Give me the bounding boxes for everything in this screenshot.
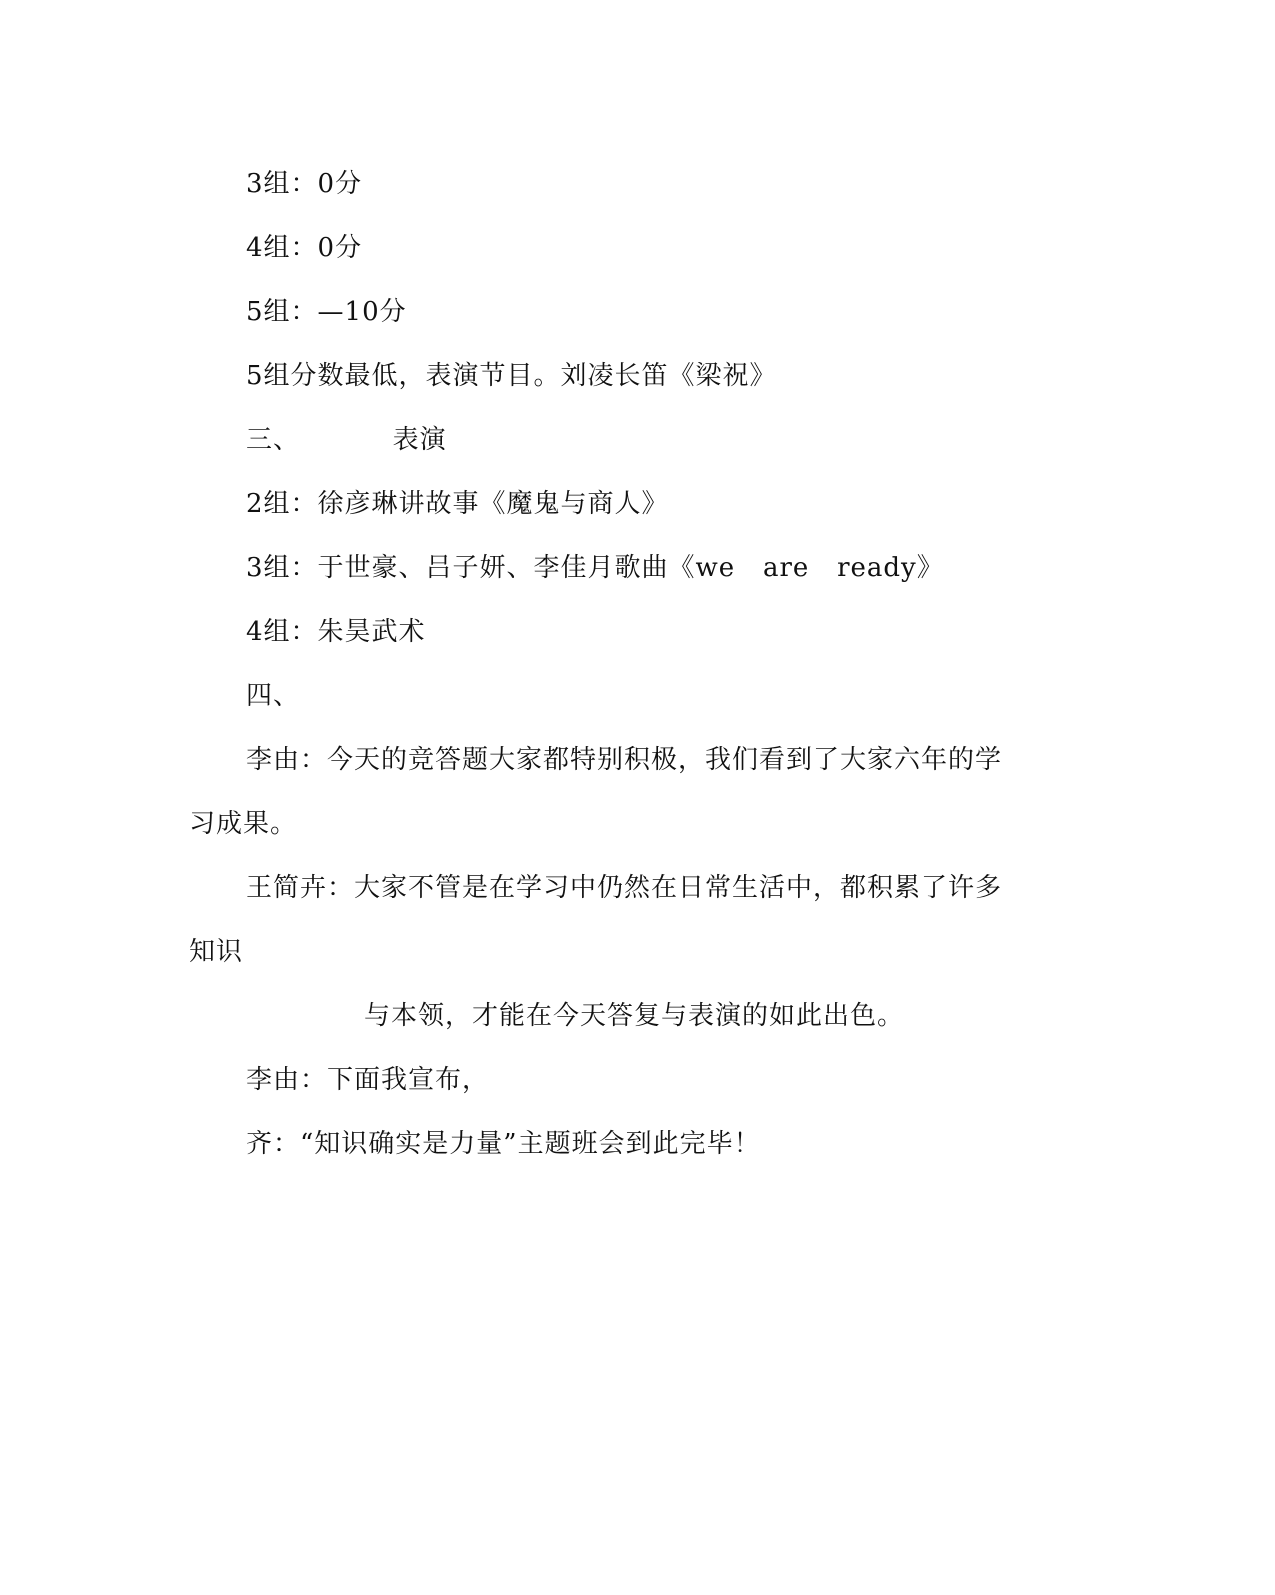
speech-liyou-1-cont: 习成果。 xyxy=(189,809,298,839)
lowest-score-note: 5组分数最低，表演节目。刘凌长笛《梁祝》 xyxy=(246,361,777,391)
score-group-4: 4组：0分 xyxy=(246,233,363,263)
section-three-heading: 三、 表演 xyxy=(246,425,447,455)
speech-wang-cont-2: 与本领，才能在今天答复与表演的如此出色。 xyxy=(364,1001,905,1031)
performance-group-4: 4组：朱昊武术 xyxy=(246,617,426,647)
speech-wang: 王简卉：大家不管是在学习中仍然在日常生活中，都积累了许多 xyxy=(246,873,1003,903)
speech-liyou-2: 李由：下面我宣布， xyxy=(246,1065,490,1095)
speech-wang-cont: 知识 xyxy=(189,937,244,967)
speech-liyou-1: 李由：今天的竞答题大家都特别积极，我们看到了大家六年的学 xyxy=(246,745,1003,775)
score-group-3: 3组：0分 xyxy=(246,169,363,199)
closing-line: 齐：“知识确实是力量”主题班会到此完毕！ xyxy=(246,1129,761,1159)
performance-group-3: 3组：于世豪、吕子妍、李佳月歌曲《we are ready》 xyxy=(246,553,944,583)
section-four-heading: 四、 xyxy=(246,681,301,711)
performance-group-2: 2组：徐彦琳讲故事《魔鬼与商人》 xyxy=(246,489,669,519)
score-group-5: 5组：—10分 xyxy=(246,297,407,327)
